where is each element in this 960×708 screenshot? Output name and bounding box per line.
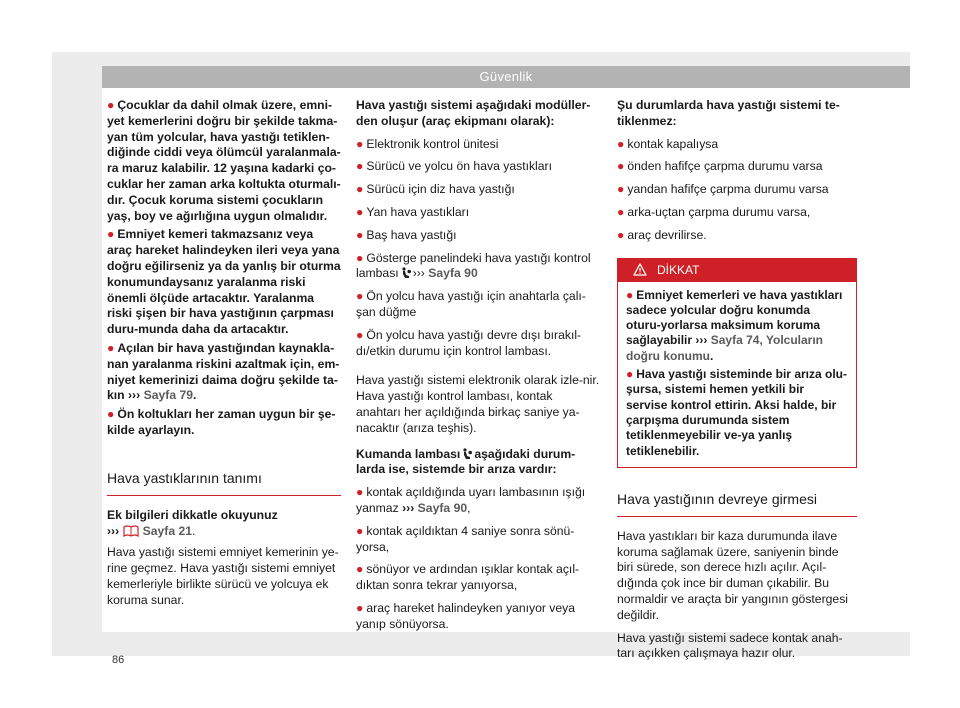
bullet-icon: ● — [356, 227, 364, 242]
bullet-icon: ● — [356, 289, 364, 304]
list-item: ● araç devrilirse. — [617, 227, 707, 242]
list-item: ● kontak kapalıysa — [617, 136, 719, 151]
column-1 — [107, 98, 341, 615]
list-item: ● Yan hava yastıkları — [356, 204, 470, 219]
column-3 — [617, 98, 857, 668]
bullet-icon: ● — [356, 204, 364, 219]
list-item: ● Elektronik kontrol ünitesi — [356, 136, 499, 151]
list-item: ● Sürücü ve yolcu ön hava yastıkları — [356, 159, 552, 174]
airbag-lamp-icon — [401, 267, 411, 279]
list-item: ● Ön yolcu hava yastığı için anahtarla çalı-şan düğme — [356, 289, 586, 319]
body-paragraph: Hava yastığı sistemi emniyet kemerinin ye-rine geçmez. Hava yastığı sistemi emniyet kemerleriyle birlikte sürücü ve yolcuya ek koruma sunar. — [107, 545, 339, 607]
list-item: ● araç hareket halindeyken yanıyor veya yanıp sönüyorsa. — [356, 600, 576, 631]
list-item: ● Gösterge panelindeki hava yastığı kontrol lambası ››› Sayfa 90 — [356, 250, 591, 281]
bullet-icon: ● — [617, 136, 625, 151]
page-link[interactable]: Sayfa 79 — [143, 388, 194, 403]
warning-item: ● Hava yastığı sisteminde bir arıza olu-şursa, sistemi hemen yetkili bir servise kontrol ettirin. Aksi halde, bir çarpışma durumunda sistem tetiklenmeyebilir ve-ya yanlış tetiklenebilir. — [626, 367, 847, 458]
bullet-icon: ● — [617, 227, 625, 242]
list-item: ● kontak açıldıktan 4 saniye sonra sönü-yorsa, — [356, 523, 575, 554]
book-icon — [123, 525, 139, 537]
bullet-icon: ● — [356, 182, 364, 197]
bullet-icon: ● — [356, 136, 364, 151]
list-item: ● arka-uçtan çarpma durumu varsa, — [617, 204, 811, 219]
bullet-icon: ● — [107, 227, 115, 242]
list-item: ● önden hafifçe çarpma durumu varsa — [617, 159, 823, 174]
page-link[interactable]: Sayfa 21 — [142, 523, 193, 538]
list-item: ● Sürücü için diz hava yastığı — [356, 182, 515, 197]
airbag-lamp-icon — [462, 448, 472, 460]
bullet-icon: ● — [107, 98, 115, 112]
extra-info-ref: ››› Sayfa 21. — [107, 523, 196, 538]
warning-triangle-icon — [633, 263, 647, 276]
page — [52, 52, 910, 666]
section-title: Hava yastığının devreye girmesi — [617, 490, 857, 517]
warning-item: ● Açılan bir hava yastığından kaynakla-nan yaralanma riskini azaltmak için, em-niyet kemerinizi daima doğru şekilde ta-kın ››› Sayfa 79. — [107, 340, 340, 403]
bullet-icon: ● — [356, 159, 364, 174]
bullet-icon: ● — [107, 407, 115, 422]
bullet-icon: ● — [356, 250, 364, 265]
bullet-icon: ● — [626, 287, 634, 302]
warning-item: ● Ön koltukları her zaman uygun bir şe-kilde ayarlayın. — [107, 407, 336, 437]
bullet-icon: ● — [617, 159, 625, 174]
warning-item: ● Emniyet kemerleri ve hava yastıkları sadece yolcular doğru konumda oturu-yorlarsa maksimum koruma sağlayabilir ››› Sayfa 74, Yolcuların doğru konumu. — [626, 287, 843, 363]
bullet-icon: ● — [356, 327, 364, 342]
column-2 — [356, 98, 600, 640]
warning-item: ● Emniyet kemeri takmazsanız veya araç hareket halindeyken ileri veya yana doğru eğilirseniz ya da yanlış bir oturma konumundaysanız yaralanma riski önemli ölçüde artacaktır. Yaralanma riski şişen bir hava yastığının çarpması duru-munda daha da artacaktır. — [107, 227, 341, 337]
body-paragraph: Hava yastığı sistemi elektronik olarak izle-nir. Hava yastığı kontrol lambası, kontak anahtarı her açıldığında birkaç saniye ya-nacaktır (arıza teşhis). — [356, 373, 600, 435]
bullet-icon: ● — [617, 182, 625, 197]
warning-item: ● Çocuklar da dahil olmak üzere, emni-yet kemerlerini doğru bir şekilde takma-yan tüm yolcular, hava yastığı tetiklen-diğinde ciddi veya ölümcül yaralanmala-ra maruz kalabilir. 12 yaşına kadarki ço-cuklar her zaman arka koltukta oturmalı-dır. Çocuk koruma sistemi çocukların yaş, boy ve ağırlığına uygun olmalıdır. — [107, 98, 341, 223]
bullet-icon: ● — [356, 562, 364, 577]
page-link[interactable]: Sayfa 90 — [417, 500, 468, 515]
list-item: ● Ön yolcu hava yastığı devre dışı bırakıl-dı/etkin durumu için kontrol lambası. — [356, 327, 582, 358]
page-link[interactable]: Sayfa 90 — [428, 266, 478, 281]
bullet-icon: ● — [356, 485, 364, 500]
list-item: ● yandan hafifçe çarpma durumu varsa — [617, 182, 829, 197]
warning-box — [617, 258, 857, 468]
body-paragraph: Hava yastıkları bir kaza durumunda ilave koruma sağlamak üzere, saniyenin binde biri sürede, son derece hızlı açılır. Açıl-dığında çok ince bir duman çıkabilir. Bu normaldir ve araçta bir yangının göstergesi değildir. — [617, 528, 849, 622]
bullet-icon: ● — [356, 523, 364, 538]
list-item: ● Baş hava yastığı — [356, 227, 457, 242]
bullet-icon: ● — [107, 340, 115, 355]
warning-body — [617, 282, 857, 468]
extra-info-title: Ek bilgileri dikkatle okuyunuz — [107, 507, 278, 522]
lamp-intro: Kumanda lambası aşağıdaki durum-larda ise, sistemde bir arıza vardır: — [356, 446, 576, 477]
modules-intro: Hava yastığı sistemi aşağıdaki modüller-den oluşur (araç ekipmanı olarak): — [356, 98, 591, 128]
body-paragraph: Hava yastığı sistemi sadece kontak anah-tarı açıkken çalışmaya hazır olur. — [617, 630, 843, 661]
page-number: 86 — [112, 654, 125, 666]
not-triggered-intro: Şu durumlarda hava yastığı sistemi te-tiklenmez: — [617, 98, 840, 128]
bullet-icon: ● — [626, 367, 634, 382]
bullet-icon: ● — [617, 204, 625, 219]
list-item: ● kontak açıldığında uyarı lambasının ışığı yanmaz ››› Sayfa 90, — [356, 485, 586, 515]
bullet-icon: ● — [356, 600, 364, 615]
page-header: Güvenlik — [102, 66, 910, 88]
list-item: ● sönüyor ve ardından ışıklar kontak açıl-dıktan sonra tekrar yanıyorsa, — [356, 562, 580, 593]
page-link[interactable]: Sayfa 74, Yolcuların doğru konumu — [626, 333, 824, 363]
warning-header: DİKKAT — [617, 258, 857, 282]
page-content — [102, 88, 910, 666]
section-title: Hava yastıklarının tanımı — [107, 469, 341, 496]
ref-arrows: ››› — [128, 388, 141, 403]
